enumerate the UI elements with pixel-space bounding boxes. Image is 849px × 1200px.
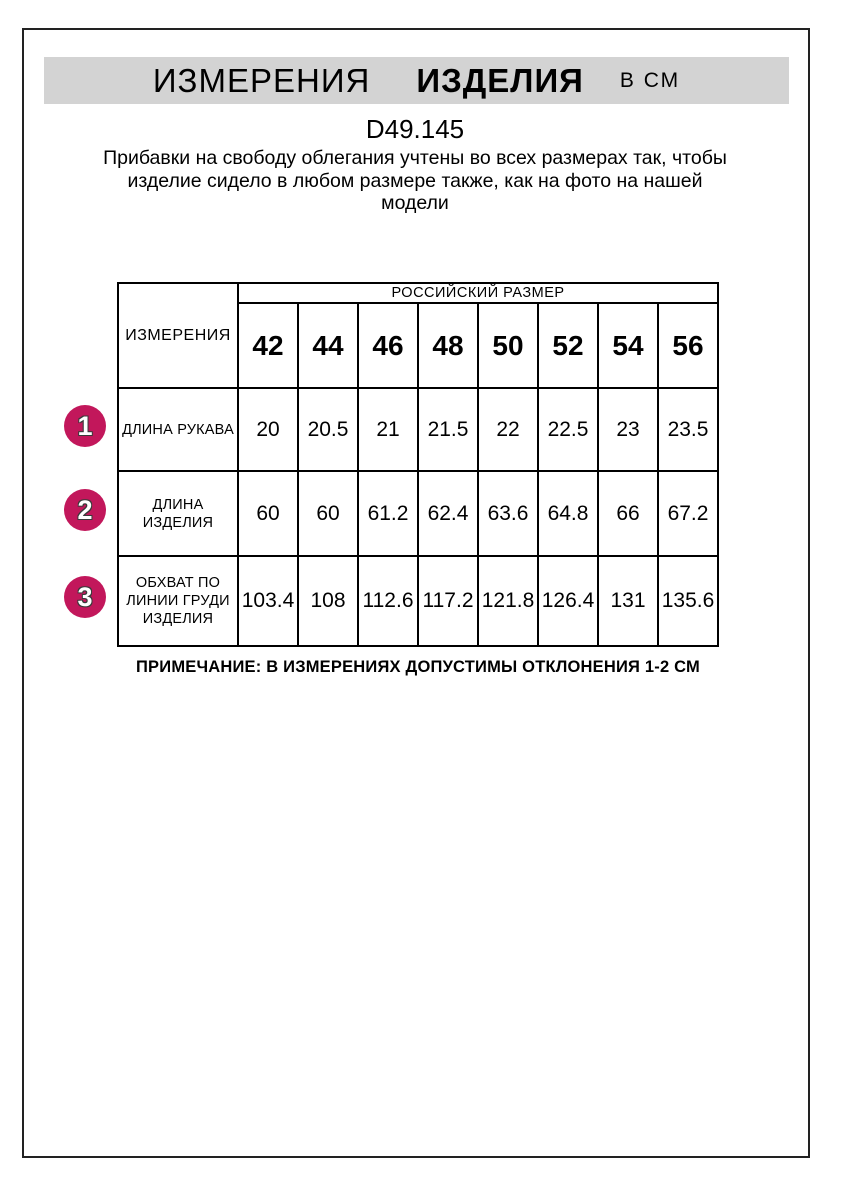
row-label-cell [118, 388, 238, 471]
value-cell: 61.2 [358, 471, 418, 556]
value-cell: 66 [598, 471, 658, 556]
description-line: изделие сидело в любом размере также, как на фото на нашей [127, 169, 703, 192]
value-cell: 103.4 [238, 556, 298, 646]
value-cell: 63.6 [478, 471, 538, 556]
value-cell: 112.6 [358, 556, 418, 646]
value-cell: 121.8 [478, 556, 538, 646]
description-line: Прибавки на свободу облегания учтены во всех размерах так, чтобы [103, 147, 727, 169]
note-text: ПРИМЕЧАНИЕ: В ИЗМЕРЕНИЯХ ДОПУСТИМЫ ОТКЛОНЕНИЯ 1-2 СМ [136, 658, 700, 676]
group-header-cell: РОССИЙСКИЙ РАЗМЕР [238, 283, 718, 303]
value-cell: 22 [478, 388, 538, 471]
row-label-cell [118, 471, 238, 556]
model-code: D49.145 [365, 114, 465, 144]
row-label-line: ДЛИНА РУКАВА [122, 421, 234, 438]
value-cell: 64.8 [538, 471, 598, 556]
title-bar [44, 57, 789, 104]
row-number-badge-3: 3 [64, 576, 106, 618]
title-unit-label: В СМ [619, 68, 681, 92]
value-cell: 60 [298, 471, 358, 556]
table-row-chest-girth [118, 556, 718, 646]
row-label-cell [118, 556, 238, 646]
size-header-cell: 52 [538, 303, 598, 388]
size-header-cell: 48 [418, 303, 478, 388]
value-cell: 108 [298, 556, 358, 646]
value-cell: 135.6 [658, 556, 718, 646]
group-header-row [118, 283, 718, 303]
table-row-item-length [118, 471, 718, 556]
value-cell: 20.5 [298, 388, 358, 471]
value-cell: 62.4 [418, 471, 478, 556]
size-header-cell: 50 [478, 303, 538, 388]
fit-description [22, 147, 808, 215]
value-cell: 23.5 [658, 388, 718, 471]
title-product: ИЗДЕЛИЯ [416, 61, 584, 99]
value-cell: 126.4 [538, 556, 598, 646]
size-header-cell: 42 [238, 303, 298, 388]
description-line: модели [381, 192, 449, 214]
row-label-line: ИЗДЕЛИЯ [142, 514, 214, 531]
row-number-badge-1: 1 [64, 405, 106, 447]
size-header-cell: 44 [298, 303, 358, 388]
value-cell: 21.5 [418, 388, 478, 471]
value-cell: 21 [358, 388, 418, 471]
size-header-cell: 56 [658, 303, 718, 388]
row-label-line: ИЗДЕЛИЯ [142, 611, 214, 627]
title-measurements: ИЗМЕРЕНИЯ [152, 61, 371, 99]
value-cell: 67.2 [658, 471, 718, 556]
value-cell: 23 [598, 388, 658, 471]
size-header-cell: 46 [358, 303, 418, 388]
value-cell: 20 [238, 388, 298, 471]
value-cell: 60 [238, 471, 298, 556]
row-label-line: ДЛИНА [152, 496, 204, 513]
row-label-line: ОБХВАТ ПО [135, 575, 221, 591]
row-number-badge-2: 2 [64, 489, 106, 531]
corner-header-cell: ИЗМЕРЕНИЯ [118, 283, 238, 388]
row-label-line: ЛИНИИ ГРУДИ [126, 593, 230, 609]
size-header-cell: 54 [598, 303, 658, 388]
value-cell: 131 [598, 556, 658, 646]
size-table [117, 282, 719, 647]
value-cell: 117.2 [418, 556, 478, 646]
value-cell: 22.5 [538, 388, 598, 471]
table-row-sleeve-length [118, 388, 718, 471]
